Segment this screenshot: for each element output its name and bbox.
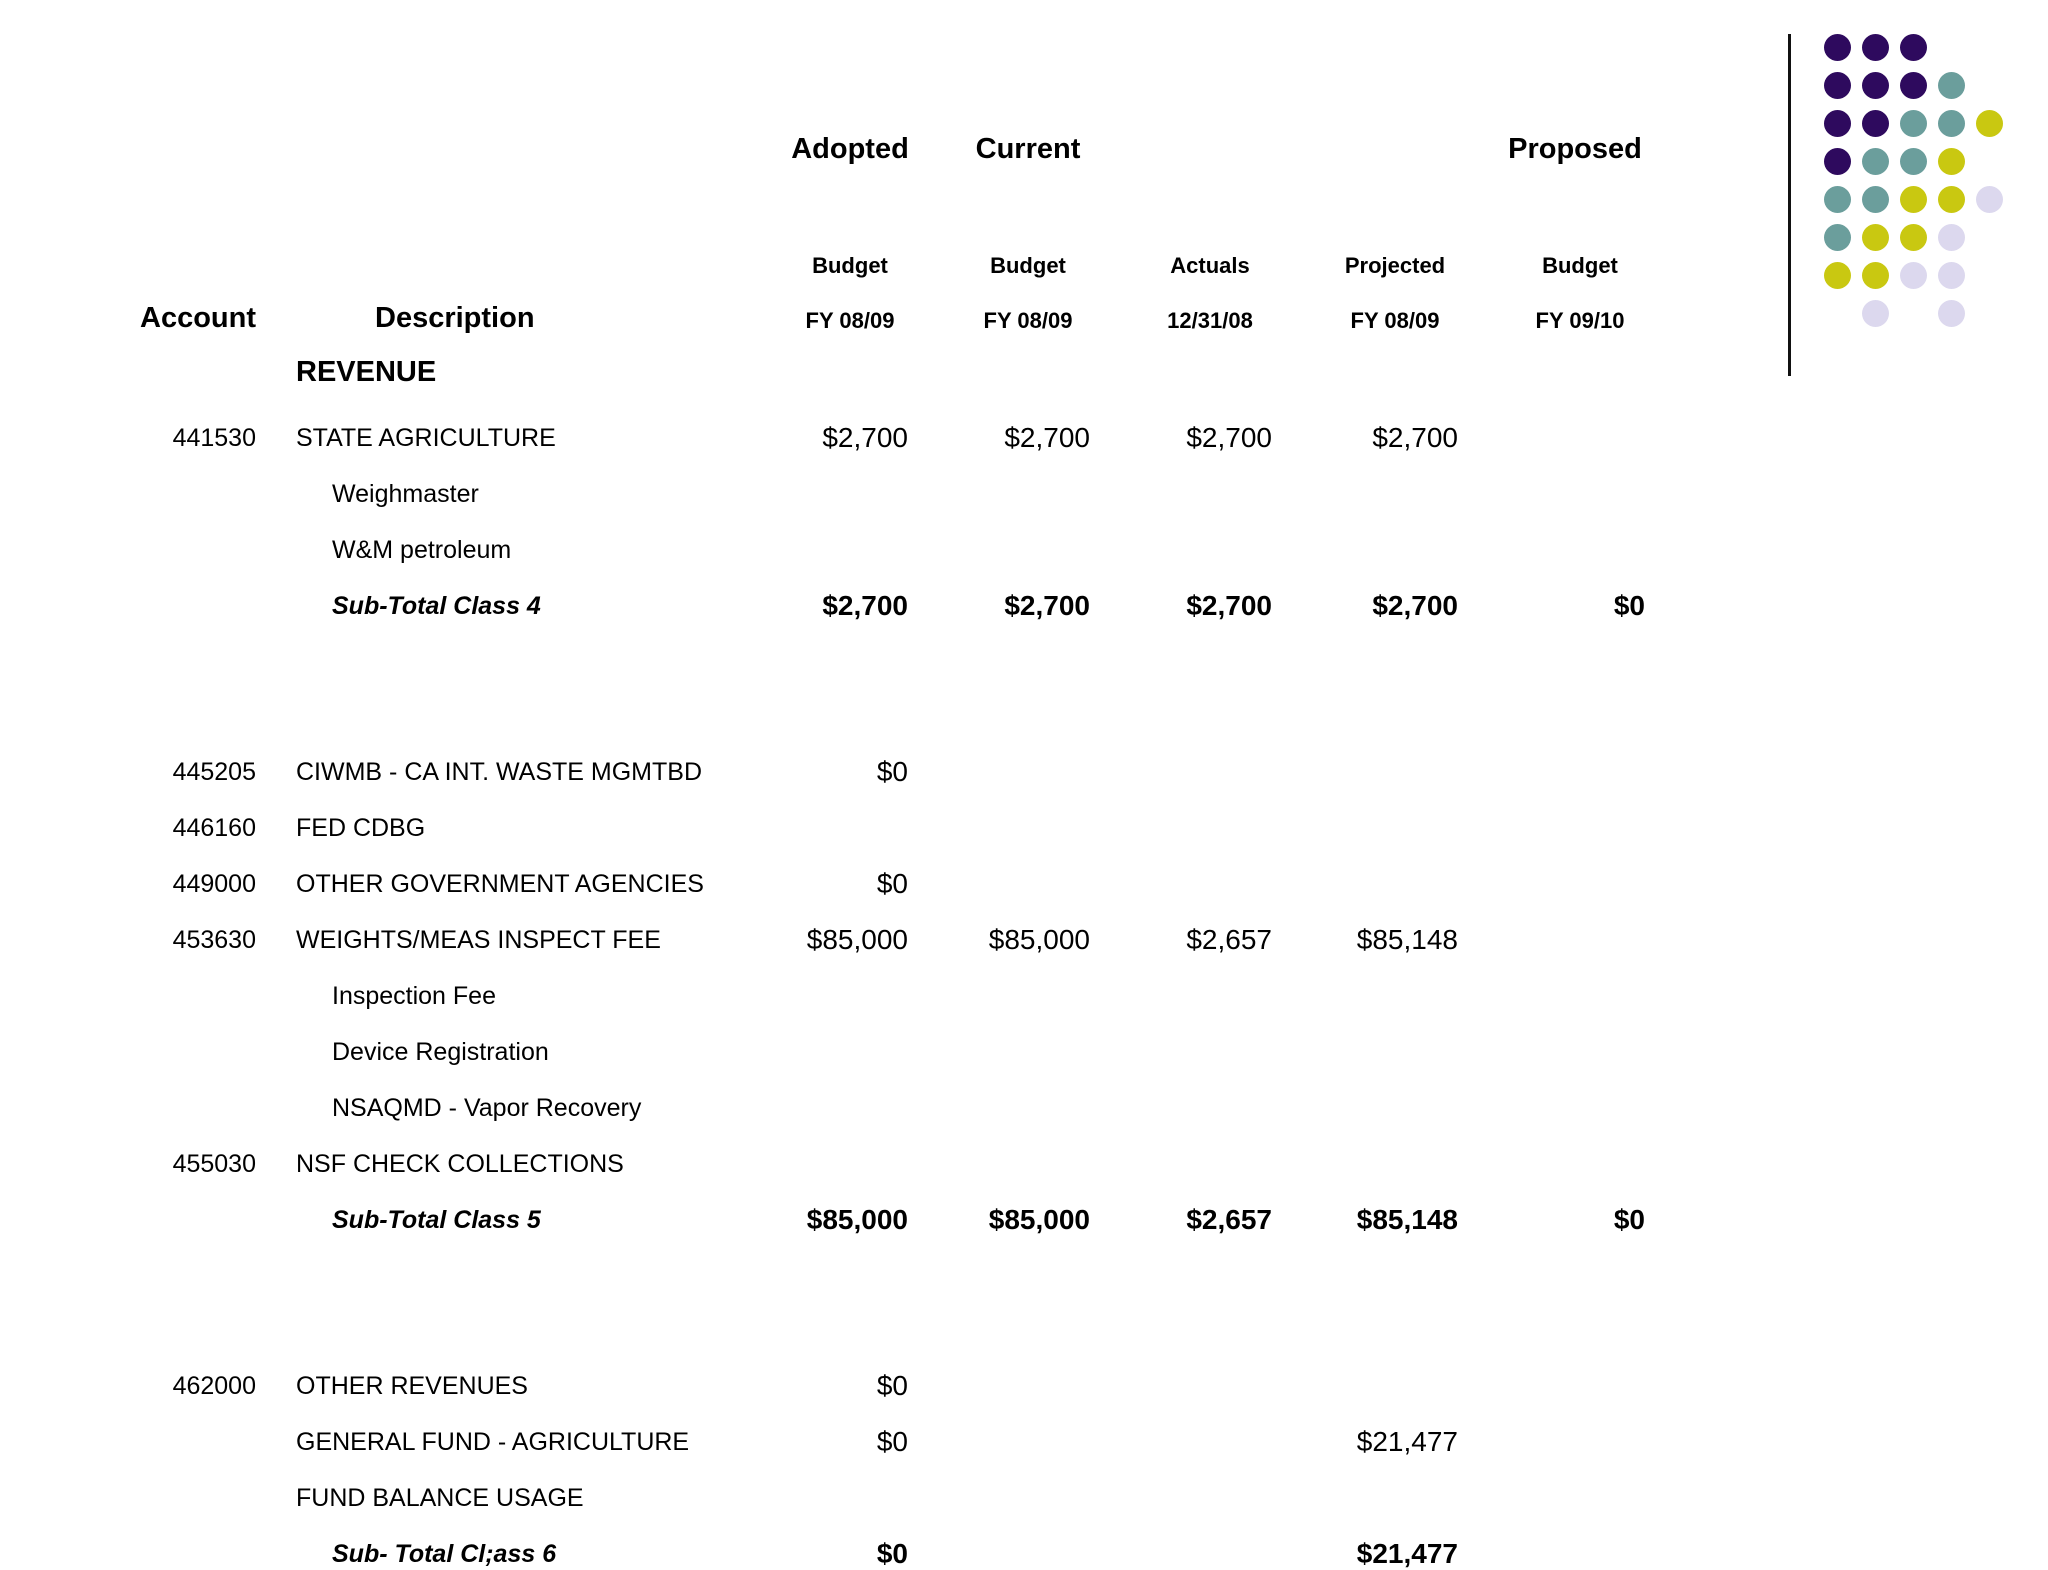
amount-col-4: $2,700 [1372,590,1458,621]
col-3-header-line1: Actuals [1170,253,1250,278]
line-description: Inspection Fee [332,982,496,1010]
decorative-dot [1824,186,1851,213]
line-description: OTHER GOVERNMENT AGENCIES [296,870,704,898]
decorative-dot [1938,72,1965,99]
decorative-dot [1900,34,1927,61]
decorative-dot [1900,110,1927,137]
account-number: 462000 [172,1372,256,1400]
amount-col-1: $2,700 [822,590,908,621]
decorative-dot [1900,148,1927,175]
col-1-top-header: Adopted [791,133,909,165]
amount-col-3: $2,700 [1186,590,1272,621]
amount-col-4: $21,477 [1356,1426,1458,1457]
amount-col-1: $85,000 [806,1204,908,1235]
line-description: FED CDBG [296,814,426,842]
decorative-dot [1938,300,1965,327]
decorative-dot [1862,72,1889,99]
line-description: NSF CHECK COLLECTIONS [296,1150,624,1178]
line-description: GENERAL FUND - AGRICULTURE [296,1428,690,1456]
col-5-header-line2: FY 09/10 [1535,308,1625,333]
decorative-dot [1976,110,2003,137]
decorative-dot [1862,300,1889,327]
col-5-top-header: Proposed [1508,133,1642,165]
col-2-header-line2: FY 08/09 [983,308,1073,333]
col-2-header-line1: Budget [990,253,1066,278]
account-number: 445205 [172,758,256,786]
decorative-dot [1938,224,1965,251]
amount-col-1: $0 [876,868,908,899]
decorative-dot [1862,262,1889,289]
amount-col-4: $85,148 [1356,1204,1458,1235]
decorative-dot [1938,262,1965,289]
description-header: Description [375,302,535,334]
decorative-dot [1900,186,1927,213]
amount-col-3: $2,657 [1186,1204,1272,1235]
account-number: 455030 [172,1150,256,1178]
amount-col-4: $21,477 [1356,1538,1458,1569]
amount-col-5: $0 [1613,590,1645,621]
decorative-dot [1824,148,1851,175]
decorative-dot [1938,148,1965,175]
line-description: CIWMB - CA INT. WASTE MGMTBD [296,758,703,786]
col-2-top-header: Current [975,133,1081,165]
amount-col-1: $0 [876,1426,908,1457]
decorative-dot [1900,262,1927,289]
subtotal-label: Sub- Total Cl;ass 6 [332,1540,557,1568]
amount-col-2: $85,000 [988,924,1090,955]
account-number: 453630 [172,926,256,954]
amount-col-1: $0 [876,1370,908,1401]
amount-col-3: $2,700 [1186,422,1272,453]
amount-col-5: $0 [1613,1204,1645,1235]
subtotal-label: Sub-Total Class 5 [332,1206,541,1234]
vertical-divider [1788,34,1791,376]
col-5-header-line1: Budget [1542,253,1618,278]
section-heading: REVENUE [296,356,437,388]
decorative-dot [1862,224,1889,251]
amount-col-2: $2,700 [1004,590,1090,621]
account-number: 441530 [172,424,256,452]
amount-col-1: $0 [876,756,908,787]
amount-col-4: $2,700 [1372,422,1458,453]
line-description: FUND BALANCE USAGE [296,1484,584,1512]
account-number: 449000 [172,870,256,898]
line-description: Device Registration [332,1038,549,1066]
amount-col-1: $0 [876,1538,908,1569]
decorative-dot [1862,148,1889,175]
decorative-dot [1900,224,1927,251]
col-4-header-line2: FY 08/09 [1350,308,1440,333]
col-1-header-line1: Budget [812,253,888,278]
line-description: STATE AGRICULTURE [296,424,556,452]
account-header: Account [140,302,256,334]
decorative-dot [1862,186,1889,213]
decorative-dot [1900,72,1927,99]
decorative-dot [1824,224,1851,251]
decorative-dot [1824,34,1851,61]
decorative-dot [1938,186,1965,213]
amount-col-3: $2,657 [1186,924,1272,955]
decorative-dot [1862,34,1889,61]
line-description: NSAQMD - Vapor Recovery [332,1094,642,1122]
col-1-header-line2: FY 08/09 [805,308,895,333]
decorative-dot [1976,186,2003,213]
amount-col-1: $2,700 [822,422,908,453]
col-3-header-line2: 12/31/08 [1167,308,1253,333]
decorative-dot [1938,110,1965,137]
account-number: 446160 [172,814,256,842]
col-4-header-line1: Projected [1344,253,1446,278]
amount-col-4: $85,148 [1356,924,1458,955]
line-description: WEIGHTS/MEAS INSPECT FEE [296,926,661,954]
line-description: Weighmaster [332,480,479,508]
decorative-dot [1824,262,1851,289]
amount-col-1: $85,000 [806,924,908,955]
subtotal-label: Sub-Total Class 4 [332,592,541,620]
amount-col-2: $2,700 [1004,422,1090,453]
decorative-dot [1824,110,1851,137]
line-description: W&M petroleum [332,536,512,564]
decorative-dot [1824,72,1851,99]
amount-col-2: $85,000 [988,1204,1090,1235]
line-description: OTHER REVENUES [296,1372,528,1400]
decorative-dot [1862,110,1889,137]
